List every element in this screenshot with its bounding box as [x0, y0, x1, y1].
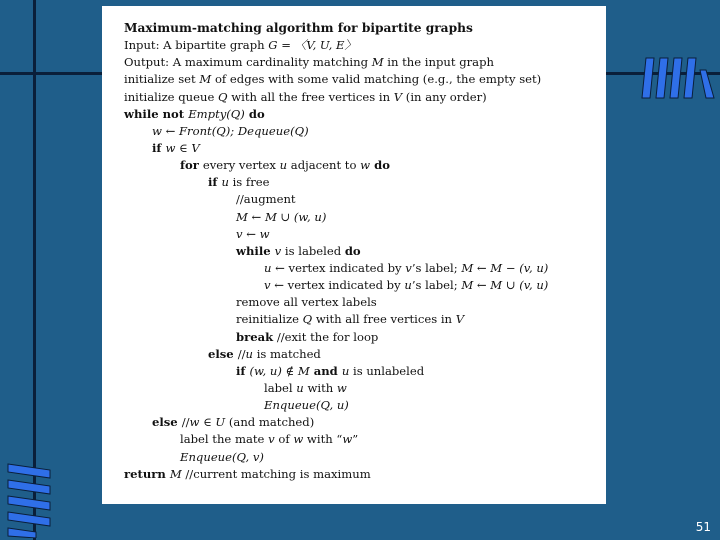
algorithm-line — [124, 174, 606, 191]
math-expression: M ← M ∪ (v, u) — [461, 278, 549, 293]
text-segment: Output: A maximum cardinality matching — [124, 55, 372, 70]
math-expression: w — [360, 158, 371, 173]
math-expression: (w, u) ∉ M — [249, 363, 310, 378]
math-expression: V — [393, 89, 403, 104]
math-expression: u — [245, 346, 254, 361]
keyword: Maximum-matching algorithm for bipartite graphs — [124, 21, 473, 35]
slide-number: 51 — [695, 520, 711, 534]
algorithm-line — [124, 226, 606, 243]
keyword: and — [309, 363, 342, 378]
text-segment: with “ — [303, 432, 343, 447]
text-segment: // — [181, 415, 190, 430]
text-segment: with — [303, 380, 337, 395]
math-expression: w — [293, 432, 304, 447]
keyword: if — [152, 140, 166, 155]
math-expression: w ← Front(Q); Dequeue(Q) — [152, 123, 309, 138]
algorithm-line — [124, 414, 606, 431]
math-expression: u — [404, 278, 412, 293]
keyword: else — [208, 346, 238, 361]
text-segment: with all free vertices in — [312, 312, 456, 327]
text-segment: (in any order) — [402, 89, 487, 104]
logo-bars — [8, 464, 50, 538]
math-expression: G = 〈V, U, E〉 — [268, 38, 357, 53]
keyword: for — [180, 158, 203, 173]
algorithm-line — [124, 329, 606, 346]
keyword: return — [124, 466, 170, 481]
text-segment: every vertex — [202, 158, 280, 173]
algorithm-line — [124, 123, 606, 140]
text-segment: of edges with some valid matching (e.g., the empty set) — [211, 72, 542, 87]
algorithm-line — [124, 140, 606, 157]
math-expression: M ← M − (v, u) — [461, 260, 549, 275]
bottom-left-logo — [4, 462, 56, 538]
algorithm-line — [124, 466, 606, 483]
math-expression: u — [296, 380, 304, 395]
text-segment: of — [274, 432, 294, 447]
math-expression: w — [342, 432, 353, 447]
math-expression: M ← M ∪ (w, u) — [236, 209, 327, 224]
text-segment: label — [264, 380, 297, 395]
keyword: while — [236, 243, 275, 258]
algorithm-line — [124, 260, 606, 277]
keyword: do — [344, 243, 361, 258]
math-expression: v — [405, 260, 412, 275]
algorithm-line — [124, 346, 606, 363]
math-expression: Q — [218, 89, 228, 104]
algorithm-line — [124, 71, 606, 88]
decor-line-left-vertical — [33, 0, 36, 540]
top-right-logo — [640, 56, 716, 100]
text-segment: (and matched) — [225, 415, 315, 430]
algorithm-text — [124, 20, 606, 483]
algorithm-line — [124, 157, 606, 174]
algorithm-line — [124, 89, 606, 106]
keyword: do — [370, 158, 390, 173]
math-expression: u — [279, 158, 288, 173]
text-segment: ← vertex indicated by — [271, 260, 406, 275]
math-expression: w — [336, 380, 347, 395]
text-segment: is labeled — [281, 243, 345, 258]
algorithm-line — [124, 54, 606, 71]
math-expression: v ← w — [236, 226, 270, 241]
text-segment: ’s label; — [411, 278, 462, 293]
keyword: if — [236, 363, 250, 378]
text-segment: ’s label; — [411, 260, 462, 275]
algorithm-line — [124, 380, 606, 397]
math-expression: Enqueue(Q, v) — [180, 449, 264, 464]
algorithm-line — [124, 449, 606, 466]
algorithm-line — [124, 191, 606, 208]
math-expression: w ∈ U — [189, 415, 226, 430]
text-segment: initialize queue — [124, 89, 218, 104]
math-expression: w ∈ V — [165, 140, 200, 155]
math-expression: M — [199, 72, 212, 87]
keyword: if — [208, 175, 222, 190]
algorithm-line — [124, 243, 606, 260]
algorithm-title — [124, 20, 606, 37]
text-segment: ← vertex indicated by — [270, 278, 405, 293]
text-segment: adjacent to — [287, 158, 361, 173]
algorithm-line — [124, 431, 606, 448]
math-expression: v — [264, 278, 271, 293]
math-expression: Enqueue(Q, u) — [264, 398, 349, 413]
algorithm-line — [124, 209, 606, 226]
text-segment: remove all vertex labels — [236, 295, 377, 310]
text-segment: // — [237, 346, 246, 361]
math-expression: Q — [302, 312, 313, 327]
text-segment: //augment — [236, 192, 296, 207]
text-segment: //current matching is maximum — [181, 466, 371, 481]
algorithm-page — [102, 6, 606, 504]
text-segment: is unlabeled — [349, 363, 425, 378]
math-expression: M — [371, 55, 384, 70]
math-expression: v — [268, 432, 275, 447]
algorithm-line — [124, 106, 606, 123]
algorithm-line — [124, 363, 606, 380]
text-segment: is free — [228, 175, 270, 190]
text-segment: initialize set — [124, 72, 200, 87]
text-segment: reinitialize — [236, 312, 303, 327]
algorithm-line — [124, 311, 606, 328]
math-expression: u — [264, 260, 272, 275]
algorithm-line — [124, 294, 606, 311]
math-expression: V — [455, 312, 465, 327]
keyword: break — [236, 329, 274, 344]
keyword: do — [244, 106, 265, 121]
math-expression: M — [169, 466, 182, 481]
text-segment: ” — [352, 432, 359, 447]
math-expression: Empty(Q) — [188, 106, 245, 121]
math-expression: u — [341, 363, 350, 378]
text-segment: //exit the for loop — [273, 329, 379, 344]
algorithm-line — [124, 37, 606, 54]
text-segment: is matched — [253, 346, 321, 361]
math-expression: u — [221, 175, 229, 190]
text-segment: label the mate — [180, 432, 269, 447]
algorithm-line — [124, 397, 606, 414]
algorithm-line — [124, 277, 606, 294]
keyword: else — [152, 415, 182, 430]
text-segment: in the input graph — [383, 55, 494, 70]
text-segment: with all the free vertices in — [227, 89, 394, 104]
text-segment: Input: A bipartite graph — [124, 38, 269, 53]
keyword: while not — [124, 106, 189, 121]
logo-stripes — [642, 58, 714, 98]
math-expression: v — [274, 243, 282, 258]
